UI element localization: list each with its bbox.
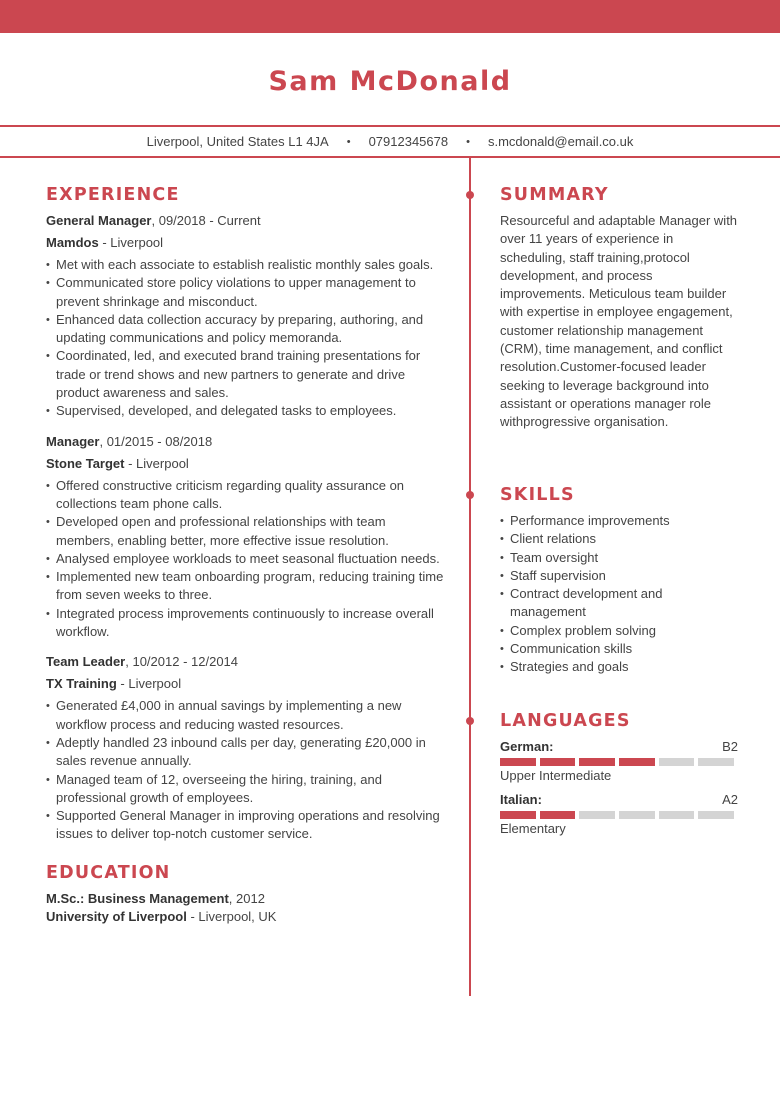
job-location: - Liverpool <box>116 676 182 692</box>
proficiency-segment-filled <box>540 811 576 819</box>
contact-separator: • <box>466 135 470 148</box>
job-company: Mamdos <box>46 235 99 250</box>
column-divider <box>469 156 471 996</box>
timeline-dot-skills <box>466 491 474 499</box>
language-name: German: <box>500 739 554 754</box>
job-bullet: • Analysed employee workloads to meet seasonal fluctuation needs. <box>46 550 446 568</box>
education-location: - Liverpool, UK <box>186 909 277 925</box>
job-bullet: • Integrated process improvements continuously to increase overall workflow. <box>46 605 446 642</box>
language-code: A2 <box>722 792 738 807</box>
language-entry <box>500 791 738 838</box>
language-header <box>500 738 738 756</box>
skills-list <box>500 512 738 677</box>
job-company: TX Training <box>46 676 117 692</box>
job-bullet: • Managed team of 12, overseeing the hiring, training, and professional growth of employees. <box>46 771 446 808</box>
language-header <box>500 791 738 809</box>
proficiency-segment-empty <box>698 811 734 819</box>
education-school: University of Liverpool <box>46 909 187 925</box>
job-bullets <box>46 256 446 421</box>
language-entry <box>500 738 738 785</box>
job-location: - Liverpool <box>124 455 189 471</box>
contact-separator: • <box>346 135 351 148</box>
language-level: Upper Intermediate <box>500 768 612 783</box>
job-company-line <box>46 455 446 473</box>
proficiency-bar <box>500 758 734 766</box>
timeline-dot-languages <box>466 717 474 725</box>
skill-item: • Complex problem solving <box>500 622 738 640</box>
education-degree-line <box>46 890 446 909</box>
proficiency-segment-filled <box>540 758 576 766</box>
language-list <box>500 738 738 838</box>
skill-item: • Contract development and management <box>500 585 738 622</box>
skill-item: • Client relations <box>500 530 738 548</box>
job-title-line <box>46 433 446 451</box>
proficiency-segment-filled <box>619 758 655 766</box>
section-title-languages: LANGUAGES <box>500 711 631 731</box>
education-school-line <box>46 908 446 927</box>
job-bullets <box>46 697 446 843</box>
job-company-line <box>46 234 446 252</box>
language-name: Italian: <box>500 792 542 807</box>
proficiency-segment-empty <box>698 758 734 766</box>
job-bullet: • Enhanced data collection accuracy by preparing, authoring, and updating communications and policy memoranda. <box>46 311 446 348</box>
job-role: Manager <box>46 433 100 449</box>
job-bullet: • Generated £4,000 in annual savings by implementing a new workflow process and reducing wasted resources. <box>46 697 446 734</box>
candidate-name: Sam McDonald <box>268 66 512 97</box>
skill-item: • Staff supervision <box>500 567 738 585</box>
section-title-experience: EXPERIENCE <box>46 185 180 205</box>
education-year: , 2012 <box>228 890 265 906</box>
skill-item: • Performance improvements <box>500 512 738 530</box>
job-title-line <box>46 212 446 230</box>
job-bullet: • Coordinated, led, and executed brand training presentations for trade or trend shows and new partners to generate and drive product awareness and sales. <box>46 347 446 402</box>
contact-email: s.mcdonald@email.co.uk <box>487 134 634 149</box>
job-bullet: • Communicated store policy violations to upper management to prevent shrinkage and misconduct. <box>46 274 446 311</box>
summary-section <box>500 184 738 432</box>
summary-text: Resourceful and adaptable Manager with over 11 years of experience in scheduling, staff training,protocol development, and process improvements. Meticulous team builder with expertise in employee engagement, customer relationship management (CRM), time management, and conflict resolution.Customer-focused leader seeking to leverage background into assistant or operations manager role withprogressive organisation. <box>500 213 738 430</box>
proficiency-bar <box>500 811 734 819</box>
job-bullet: • Adeptly handled 23 inbound calls per day, generating £20,000 in sales revenue annually. <box>46 734 446 771</box>
job-entry <box>46 653 446 843</box>
proficiency-segment-filled <box>579 758 615 766</box>
job-bullet: • Developed open and professional relationships with team members, enabling better, more effective issue resolution. <box>46 513 446 550</box>
right-column <box>500 184 738 836</box>
experience-section <box>46 184 446 844</box>
section-title-education: EDUCATION <box>46 862 171 883</box>
job-dates: , 09/2018 - Current <box>151 213 261 228</box>
section-title-skills: SKILLS <box>500 485 575 505</box>
top-accent-bar <box>0 0 780 33</box>
job-bullet: • Met with each associate to establish realistic monthly sales goals. <box>46 256 446 274</box>
job-role: General Manager <box>46 213 152 228</box>
job-entry <box>46 433 446 642</box>
skill-item: • Communication skills <box>500 640 738 658</box>
job-bullet: • Offered constructive criticism regarding quality assurance on collections team phone calls. <box>46 477 446 514</box>
languages-section <box>500 710 738 844</box>
job-location: - Liverpool <box>98 235 164 250</box>
language-code: B2 <box>722 739 738 754</box>
language-level: Elementary <box>500 821 566 836</box>
left-column <box>46 184 446 927</box>
job-role: Team Leader <box>46 654 126 670</box>
job-company-line <box>46 675 446 693</box>
education-section <box>46 862 446 927</box>
job-title-line <box>46 653 446 671</box>
job-bullet: • Supervised, developed, and delegated tasks to employees. <box>46 402 446 420</box>
education-degree: M.Sc.: Business Management <box>46 890 229 906</box>
skills-section <box>500 484 738 677</box>
job-dates: , 10/2012 - 12/2014 <box>125 654 239 670</box>
job-dates: , 01/2015 - 08/2018 <box>99 433 213 449</box>
proficiency-segment-filled <box>500 758 536 766</box>
proficiency-segment-filled <box>500 811 536 819</box>
job-bullet: • Supported General Manager in improving operations and resolving issues to deliver top-notch customer service. <box>46 807 446 844</box>
proficiency-segment-empty <box>659 811 695 819</box>
skill-item: • Strategies and goals <box>500 658 738 676</box>
contact-bar <box>0 125 780 158</box>
proficiency-segment-empty <box>619 811 655 819</box>
contact-phone: 07912345678 <box>368 134 449 149</box>
skill-item: • Team oversight <box>500 549 738 567</box>
job-list <box>46 212 446 844</box>
timeline-dot-summary <box>466 191 474 199</box>
section-title-summary: SUMMARY <box>500 185 609 205</box>
proficiency-segment-empty <box>579 811 615 819</box>
job-bullets <box>46 477 446 642</box>
job-company: Stone Target <box>46 455 125 471</box>
proficiency-segment-empty <box>659 758 695 766</box>
job-entry <box>46 212 446 421</box>
job-bullet: • Implemented new team onboarding program, reducing training time from seven weeks to three. <box>46 568 446 605</box>
contact-address: Liverpool, United States L1 4JA <box>146 134 329 149</box>
